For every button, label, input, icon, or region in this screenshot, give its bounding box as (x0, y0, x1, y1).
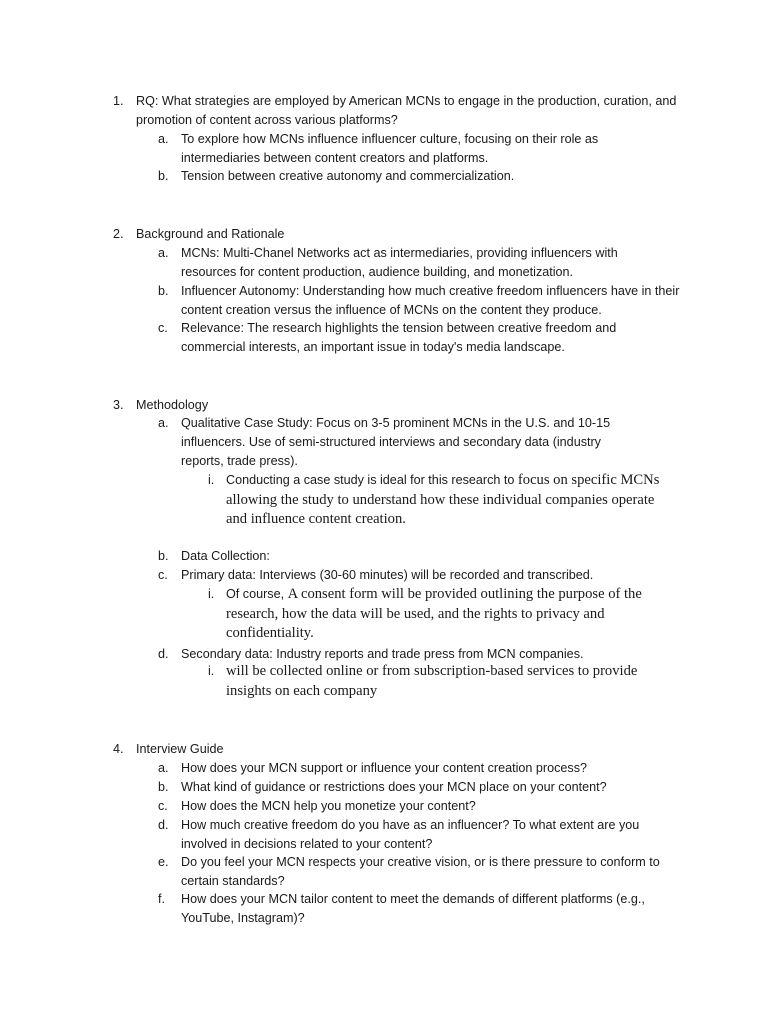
list-marker: c. (158, 568, 168, 582)
sub-text-serif: A consent form will be provided outlining the purpose of the research, how the data will be used, and the rights to privacy and confidentiality. (226, 586, 642, 641)
list-marker: b. (158, 284, 169, 298)
list-item-text: How does the MCN help you monetize your content? (181, 799, 476, 813)
list-marker: b. (158, 549, 169, 563)
list-item-text: Relevance: The research highlights the tension between creative freedom and commercial interests, an important issue in today's media landscape. (181, 321, 617, 354)
list-marker: b. (158, 169, 169, 183)
sub-text-serif: focus on specific MCNs allowing the study to understand how these individual companies operate and influence content creation. (226, 472, 660, 527)
list-item-text (226, 585, 666, 644)
list-marker: e. (158, 855, 169, 869)
list-marker: f. (158, 892, 165, 906)
list-item-text: Tension between creative autonomy and commercialization. (181, 169, 515, 183)
list-marker: b. (158, 780, 169, 794)
section-4-number: 4. (113, 742, 124, 756)
list-item-text: Data Collection: (181, 549, 270, 563)
list-marker: d. (158, 647, 169, 661)
list-marker: a. (158, 416, 169, 430)
list-marker: i. (208, 473, 215, 487)
sub-text-sans: Of course, (226, 587, 288, 601)
list-item-text: Secondary data: Industry reports and trade press from MCN companies. (181, 647, 584, 661)
list-marker: a. (158, 761, 169, 775)
list-item-text: Do you feel your MCN respects your creative vision, or is there pressure to conform to certain standards? (181, 855, 660, 888)
list-item-text: MCNs: Multi-Chanel Networks act as intermediaries, providing influencers with resources for content production, audience building, and monetization. (181, 246, 618, 279)
list-marker: c. (158, 321, 168, 335)
list-item-text: Qualitative Case Study: Focus on 3-5 prominent MCNs in the U.S. and 10-15 influencers. Use of semi-structured interviews and secondary data (industry reports, trade press). (181, 416, 611, 468)
list-marker: i. (208, 587, 215, 601)
list-marker: c. (158, 799, 168, 813)
list-item-text (226, 471, 671, 530)
list-marker: i. (208, 664, 215, 678)
list-marker: d. (158, 818, 169, 832)
section-3-number: 3. (113, 398, 124, 412)
list-item-text: Primary data: Interviews (30-60 minutes) will be recorded and transcribed. (181, 568, 594, 582)
section-2-number: 2. (113, 227, 124, 241)
section-1-text: RQ: What strategies are employed by American MCNs to engage in the production, curation, and promotion of content across various platforms? (136, 94, 677, 127)
section-4-heading: Interview Guide (136, 742, 224, 756)
list-item-text: How does your MCN tailor content to meet the demands of different platforms (e.g., YouTube, Instagram)? (181, 892, 645, 925)
list-marker: a. (158, 132, 169, 146)
list-item-text: Influencer Autonomy: Understanding how much creative freedom influencers have in their content creation versus the influence of MCNs on the content they produce. (181, 284, 680, 317)
section-3-heading: Methodology (136, 398, 209, 412)
sub-text-sans: Conducting a case study is ideal for this research to (226, 473, 518, 487)
list-item-text: How much creative freedom do you have as an influencer? To what extent are you involved in decisions related to your content? (181, 818, 640, 851)
list-item-text: How does your MCN support or influence your content creation process? (181, 761, 588, 775)
list-marker: a. (158, 246, 169, 260)
sub-text-serif: will be collected online or from subscription-based services to provide insights on each company (226, 663, 638, 699)
list-item-text (226, 662, 666, 701)
list-item-text: What kind of guidance or restrictions does your MCN place on your content? (181, 780, 607, 794)
section-1-number: 1. (113, 94, 124, 108)
section-2-heading: Background and Rationale (136, 227, 285, 241)
list-item-text: To explore how MCNs influence influencer culture, focusing on their role as intermediaries between content creators and platforms. (181, 132, 599, 165)
